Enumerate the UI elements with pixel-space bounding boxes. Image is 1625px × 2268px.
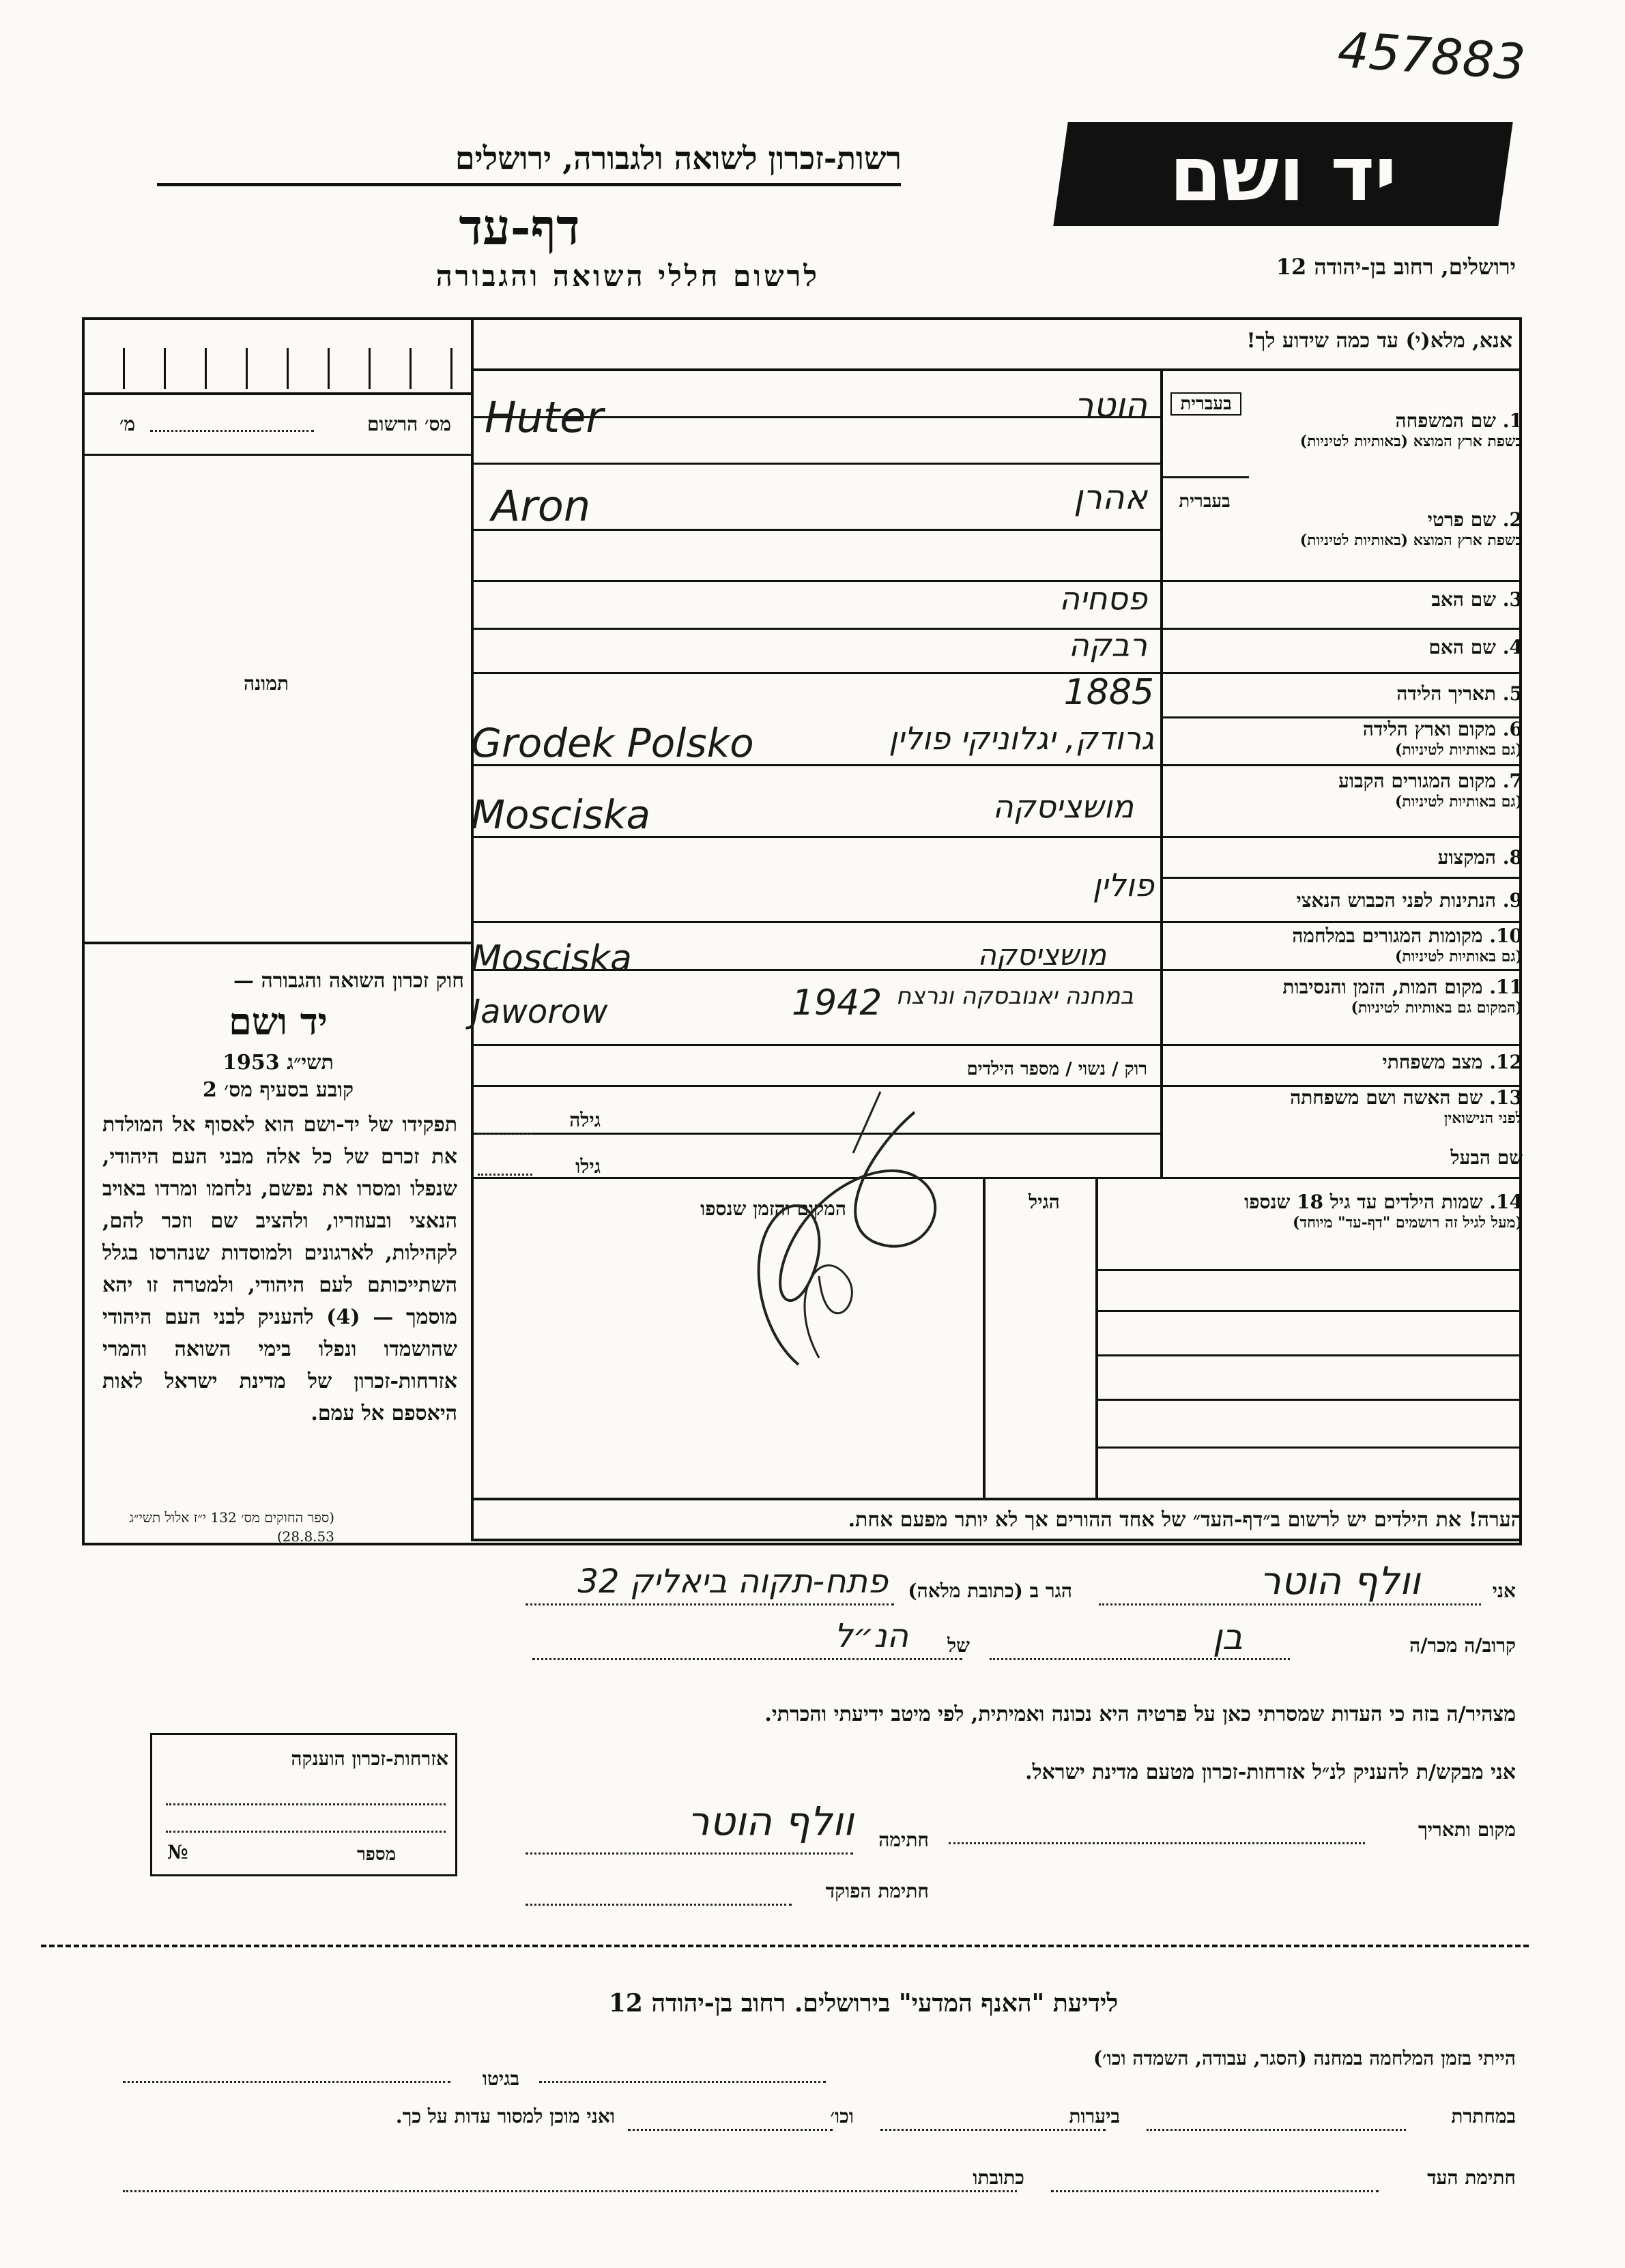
law-ref: (ספר החוקים מס׳ 132 י״ז אלול תשי״ג 28.8.53) — [129, 1509, 334, 1545]
instruction: אנא, מלא(י) עד כמה שידוע לך! — [1246, 329, 1512, 353]
residence-latin[interactable]: Mosciska — [471, 791, 651, 838]
field-8: 8. המקצוע — [1437, 846, 1523, 869]
officer-label: חתימת הפוקד — [825, 1880, 929, 1902]
resides-label: הגר ב (כתובת מלאה) — [908, 1580, 1072, 1602]
surname-latin[interactable]: Huter — [485, 392, 603, 442]
officer-field[interactable] — [526, 1904, 792, 1906]
age-label-husband: גילו — [575, 1155, 601, 1178]
relative-label: קרוב/ה מכר/ה — [1409, 1634, 1516, 1657]
witness-sig-field[interactable] — [1051, 2190, 1379, 2192]
law-year: תשי״ג 1953 — [222, 1051, 334, 1075]
field-6: 6. מקום וארץ הלידה (גם באותיות לטיניות) — [1362, 718, 1523, 759]
archive-number: 457883 — [1336, 20, 1527, 91]
field-7: 7. מקום המגורים הקבוע (גם באותיות לטיניות) — [1338, 770, 1523, 811]
address: ירושלים, רחוב בן-יהודה 12 — [1276, 254, 1516, 280]
ghetto-field[interactable] — [539, 2081, 826, 2083]
field-10: 10. מקומות המגורים במלחמה (גם באותיות לטיניות) — [1292, 925, 1523, 965]
field-9: 9. הנתינות לפני הכבוש הנאצי — [1296, 889, 1523, 912]
field-2-label: שם פרטי — [1427, 508, 1497, 531]
logo-text: יד ושם — [1169, 130, 1397, 218]
children-place-header: המקום והזמן שנספו — [700, 1197, 846, 1220]
place-date-label: מקום ותאריך — [1418, 1818, 1516, 1841]
children-age-header: הגיל — [1029, 1191, 1060, 1213]
field-1-label: שם המשפחה — [1395, 409, 1497, 432]
camp-field[interactable] — [123, 2081, 450, 2083]
citizenship-title: אזרחות-זכרון הוענקה — [291, 1747, 448, 1770]
i-label: אני — [1492, 1580, 1516, 1602]
mother-name[interactable]: רבקה — [1068, 626, 1147, 663]
field-13: 13. שם האשה ושם משפחתה לפני הנישואין — [1290, 1086, 1523, 1127]
signature-value[interactable]: וולף הוטר — [687, 1798, 854, 1844]
record-number-field[interactable] — [150, 430, 314, 432]
cancellation-scribble — [717, 1071, 976, 1392]
relative-value[interactable]: בן — [1212, 1617, 1243, 1658]
death-place-latin[interactable]: Jaworow — [471, 993, 608, 1031]
of-label: של — [947, 1634, 970, 1657]
death-circumstances[interactable]: במחנה יאנובסקה ונרצח — [895, 983, 1134, 1010]
record-number-suffix: מ׳ — [119, 413, 136, 435]
citizenship-box — [150, 1733, 457, 1876]
law-clause: קובע בסעיף מס׳ 2 — [202, 1078, 354, 1102]
surname-hebrew[interactable]: הוטר — [1074, 386, 1147, 425]
birthplace-latin[interactable]: Grodek Polsko — [471, 720, 754, 766]
field-11: 11. מקום המות, הזמן והנסיבות (המקום גם באותיות לטיניות) — [1282, 976, 1523, 1017]
law-name: יד ושם — [229, 1000, 328, 1043]
law-text: תפקידו של יד-ושם הוא לאסוף אל המולדת את זכרם של כל אלה מבני העם היהודי, שנפלו ומסרו את נפשם, נלחמו ומרדו באויב הנאצי ובעוזריו, ולהציב שם וזכר להם, לקהילות, לארגונים ולמוסדות שנהרסו בגלל השתייכותם לעם היהודי, ולמטרה זו יהא מוסמך — (4) להעניק לבני העם היהודי שהושמדו ונפלו בימי השואה והמרי אזרחות-זכרון של מדינת ישראל לאות היאספם אל עמם. — [102, 1113, 457, 1425]
record-ticks — [123, 348, 464, 389]
note: הערה! את הילדים יש לרשום ב״דף-העד״ של אחד ההורים אך לא יותר מפעם אחת. — [848, 1508, 1523, 1532]
underground-field[interactable] — [1147, 2129, 1406, 2131]
citizenship-number-label: מספר — [357, 1844, 397, 1865]
forests-field[interactable] — [880, 2129, 1106, 2131]
form-title: דף-עד — [459, 198, 580, 256]
field-12: 12. מצב משפחתי — [1382, 1051, 1523, 1073]
of-value[interactable]: הנ״ל — [834, 1617, 908, 1655]
in-ghetto-label: בגיטו — [482, 2067, 519, 2090]
citizenship-number-symbol: № — [167, 1841, 188, 1863]
field-1: 1. שם המשפחה בשפת ארץ המוצא (באותיות לטיניות) — [1181, 409, 1523, 450]
marital-status: רוק / נשוי / מספר הילדים — [966, 1059, 1147, 1079]
underground-label: במחתרת — [1451, 2105, 1516, 2127]
husband-label: שם הבעל — [1450, 1146, 1523, 1169]
witness-sig-label: חתימת העד — [1427, 2166, 1516, 2189]
birth-date[interactable]: 1885 — [1063, 672, 1154, 713]
age-label-wife: גילה — [569, 1109, 601, 1131]
authority-name: רשות-זכרון לשואה ולגבורה, ירושלים — [455, 140, 902, 177]
firstname-latin[interactable]: Aron — [491, 481, 591, 531]
wartime-residence-latin[interactable]: Mosciska — [471, 938, 632, 979]
place-date-field[interactable] — [949, 1842, 1365, 1844]
father-name[interactable]: פסחיה — [1059, 580, 1147, 617]
death-year[interactable]: 1942 — [792, 983, 882, 1023]
field-3: 3. שם האב — [1431, 588, 1523, 611]
wartime-residence-hebrew[interactable]: מושציסקה — [977, 938, 1106, 972]
field-1-sub: בשפת ארץ המוצא (באותיות לטיניות) — [1299, 433, 1523, 450]
declaration: מצהיר/ה בזה כי העדות שמסרתי כאן על פרטיה היא נכונה ואמיתית, לפי מיטב ידיעתי והכרתי. — [764, 1702, 1516, 1726]
law-title: חוק זכרון השואה והגבורה — — [233, 969, 464, 993]
etc-field[interactable] — [628, 2129, 833, 2131]
forests-label: ביערות — [1069, 2105, 1120, 2127]
children-header: 14. שמות הילדים עד גיל 18 שנספו (מעל לגיל זה רושמים "דף-עד" מיוחד) — [1244, 1191, 1523, 1232]
bottom-line1: הייתי בזמן המלחמה במחנה (הסגר, עבודה, השמדה וכו׳) — [1093, 2047, 1516, 2069]
witness-address-field[interactable] — [123, 2190, 1017, 2192]
witness-address-label: כתובתו — [973, 2166, 1024, 2189]
firstname-hebrew[interactable]: אהרן — [1074, 478, 1147, 517]
in-hebrew-2: בעברית — [1179, 491, 1231, 512]
form-subtitle: לרשום חללי השואה והגבורה — [435, 259, 820, 293]
field-2: 2. שם פרטי בשפת ארץ המוצא (באותיות לטיניות) — [1181, 508, 1523, 549]
photo-label: תמונה — [243, 672, 289, 695]
bottom-title: לידיעת "האנף המדעי" בירושלים. רחוב בן-יהודה 12 — [608, 1989, 1119, 2018]
in-hebrew-1: בעברית — [1170, 392, 1241, 416]
citizenship-value[interactable]: פולין — [1092, 867, 1154, 903]
field-4: 4. שם האם — [1428, 636, 1523, 658]
ready-label: ואני מוכן למסור עדות על כך. — [395, 2105, 615, 2127]
request: אני מבקש/ת להעניק לנ״ל אזרחות-זכרון מטעם מדינת ישראל. — [1025, 1760, 1516, 1784]
birthplace-hebrew[interactable]: גרודק, יגלוניקי פולין — [889, 720, 1154, 757]
field-5: 5. תאריך הלידה — [1396, 682, 1523, 705]
signature-label: חתימה — [878, 1829, 929, 1851]
declarant-name[interactable]: וולף הוטר — [1259, 1559, 1420, 1603]
record-number-label: מס׳ הרשום — [366, 413, 451, 435]
etc-label: וכו׳ — [830, 2105, 854, 2127]
yad-vashem-logo — [1058, 126, 1508, 222]
address-value[interactable]: פתח-תקוה ביאליק 32 — [577, 1562, 888, 1601]
field-2-sub: בשפת ארץ המוצא (באותיות לטיניות) — [1299, 532, 1523, 549]
residence-hebrew[interactable]: מושציסקה — [992, 788, 1134, 825]
